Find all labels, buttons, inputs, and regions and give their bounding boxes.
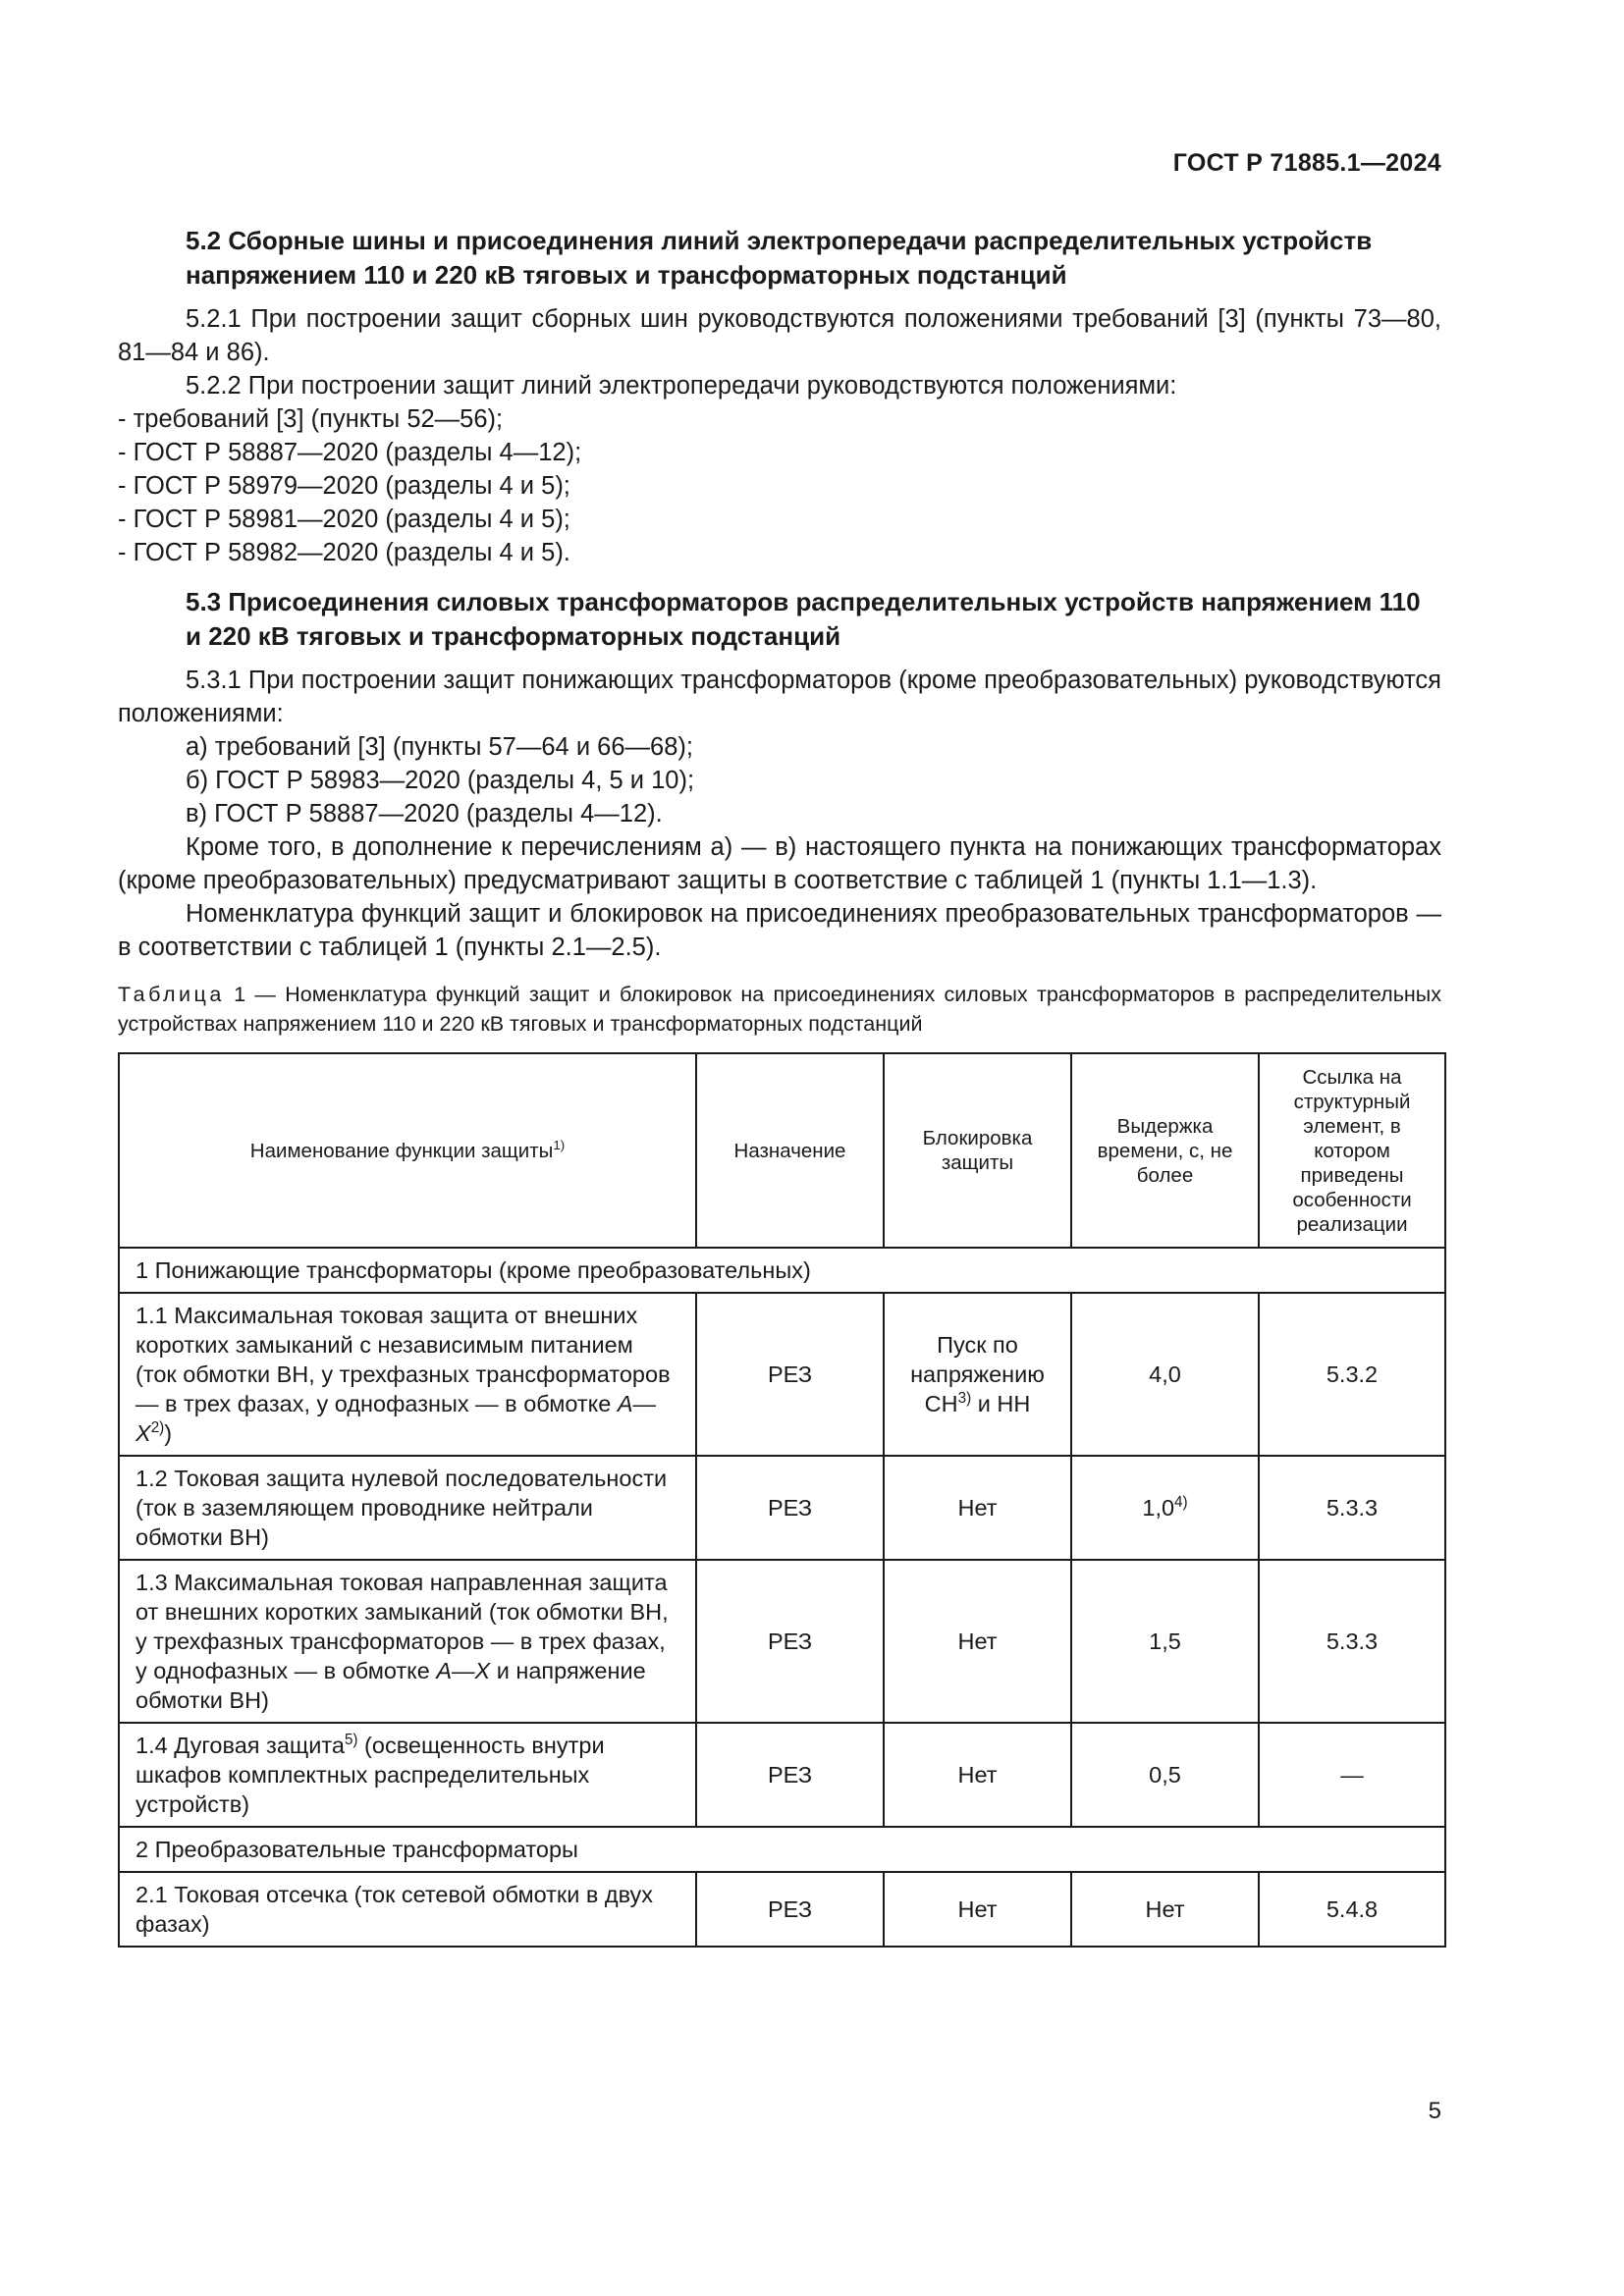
delay-cell: Нет [1071, 1872, 1259, 1947]
block-cell: Нет [884, 1456, 1071, 1560]
header-cell-ref: Ссылка на структурный элемент, в котором приведены особенности реализации [1259, 1053, 1445, 1248]
section-1-title: 1 Понижающие трансформаторы (кроме преобразовательных) [119, 1248, 1445, 1293]
block-cell: Нет [884, 1723, 1071, 1827]
delay-cell: 0,5 [1071, 1723, 1259, 1827]
table-row [119, 1560, 1445, 1723]
header-cell-delay: Выдержка времени, с, не более [1071, 1053, 1259, 1248]
delay-cell: 1,5 [1071, 1560, 1259, 1723]
reference-cell: 5.3.2 [1259, 1293, 1445, 1456]
section-2-title: 2 Преобразовательные трансформаторы [119, 1827, 1445, 1872]
page-content [118, 224, 1441, 1948]
function-name-cell: 1.4 Дуговая защита$^{5)}$ (освещенность внутри шкафов комплектных распределительных устройств) [119, 1723, 696, 1827]
table-caption-text: 1 — Номенклатура функций защит и блокировок на присоединениях силовых трансформаторов в распределительных устройствах напряжением 110 и 220 кВ тяговых и трансформаторных подстанций [118, 983, 1441, 1036]
list-item: б) ГОСТ Р 58983—2020 (разделы 4, 5 и 10); [186, 767, 695, 794]
paragraph-nomenclature: Номенклатура функций защит и блокировок на присоединениях преобразовательных трансформаторов — в соответствии с таблицей 1 (пункты 2.1—2.5). [118, 900, 1441, 961]
block-cell: Пуск по напряжению СН$^{3)}$ и НН [884, 1293, 1071, 1456]
list-item: - ГОСТ Р 58981—2020 (разделы 4 и 5); [118, 506, 570, 533]
table-caption-word: Таблица [118, 983, 225, 1006]
purpose-cell: РЕЗ [696, 1560, 884, 1723]
list-item: - ГОСТ Р 58887—2020 (разделы 4—12); [118, 439, 582, 466]
header-cell-name: Наименование функции защиты$^{1)}$ [119, 1053, 696, 1248]
table-row [119, 1456, 1445, 1560]
purpose-cell: РЕЗ [696, 1456, 884, 1560]
paragraph-5-2-1: 5.2.1 При построении защит сборных шин руководствуются положениями требований [3] (пункты 73—80, 81—84 и 86). [118, 305, 1441, 366]
purpose-cell: РЕЗ [696, 1872, 884, 1947]
list-item: - ГОСТ Р 58982—2020 (разделы 4 и 5). [118, 539, 570, 566]
paragraph-additional: Кроме того, в дополнение к перечислениям а) — в) настоящего пункта на понижающих трансформаторах (кроме преобразовательных) предусматривают защиты в соответствие с таблицей 1 (пункты 1.1—1.3). [118, 833, 1441, 894]
header-cell-block: Блокировка защиты [884, 1053, 1071, 1248]
delay-cell: 4,0 [1071, 1293, 1259, 1456]
table-row [119, 1723, 1445, 1827]
function-name-cell: 2.1 Токовая отсечка (ток сетевой обмотки в двух фазах) [119, 1872, 696, 1947]
header-cell-purpose: Назначение [696, 1053, 884, 1248]
purpose-cell: РЕЗ [696, 1293, 884, 1456]
purpose-cell: РЕЗ [696, 1723, 884, 1827]
list-5-3-1 [118, 730, 1441, 830]
list-item: - ГОСТ Р 58979—2020 (разделы 4 и 5); [118, 472, 570, 500]
table-section-row [119, 1248, 1445, 1293]
table-row [119, 1293, 1445, 1456]
page-number: 5 [1428, 2098, 1441, 2124]
section-5-3-heading: 5.3 Присоединения силовых трансформаторов распределительных устройств напряжением 110 и 220 кВ тяговых и трансформаторных подстанций [186, 587, 1421, 651]
delay-cell: 1,0$^{4)}$ [1071, 1456, 1259, 1560]
paragraph-5-2-2: 5.2.2 При построении защит линий электропередачи руководствуются положениями: [186, 372, 1177, 400]
reference-cell: — [1259, 1723, 1445, 1827]
list-item: а) требований [3] (пункты 57—64 и 66—68); [186, 733, 693, 761]
table-header-row [119, 1053, 1445, 1248]
block-cell: Нет [884, 1560, 1071, 1723]
block-cell: Нет [884, 1872, 1071, 1947]
reference-cell: 5.4.8 [1259, 1872, 1445, 1947]
protection-functions-table [118, 1052, 1446, 1948]
function-name-cell: 1.2 Токовая защита нулевой последовательности (ток в заземляющем проводнике нейтрали обмотки ВН) [119, 1456, 696, 1560]
document-code: ГОСТ Р 71885.1—2024 [1172, 149, 1441, 177]
reference-cell: 5.3.3 [1259, 1456, 1445, 1560]
list-item: в) ГОСТ Р 58887—2020 (разделы 4—12). [186, 800, 663, 828]
table-row [119, 1872, 1445, 1947]
reference-cell: 5.3.3 [1259, 1560, 1445, 1723]
function-name-cell: 1.1 Максимальная токовая защита от внешних коротких замыканий с независимым питанием (ток обмотки ВН, у трехфазных трансформаторов — в трех фазах, у однофазных — в обмотке $А—Х^{2)}$) [119, 1293, 696, 1456]
section-5-2-heading: 5.2 Сборные шины и присоединения линий электропередачи распределительных устройств напряжением 110 и 220 кВ тяговых и трансформаторных подстанций [186, 226, 1373, 290]
list-5-2-2 [118, 402, 1441, 569]
table-section-row [119, 1827, 1445, 1872]
paragraph-5-3-1: 5.3.1 При построении защит понижающих трансформаторов (кроме преобразовательных) руководствуются положениями: [118, 667, 1441, 727]
table-caption [118, 980, 1441, 1039]
function-name-cell: 1.3 Максимальная токовая направленная защита от внешних коротких замыканий (ток обмотки ВН, у трехфазных трансформаторов — в трех фазах, у однофазных — в обмотке А—Х и напряжение обмотки ВН) [119, 1560, 696, 1723]
list-item: - требований [3] (пункты 52—56); [118, 405, 504, 433]
